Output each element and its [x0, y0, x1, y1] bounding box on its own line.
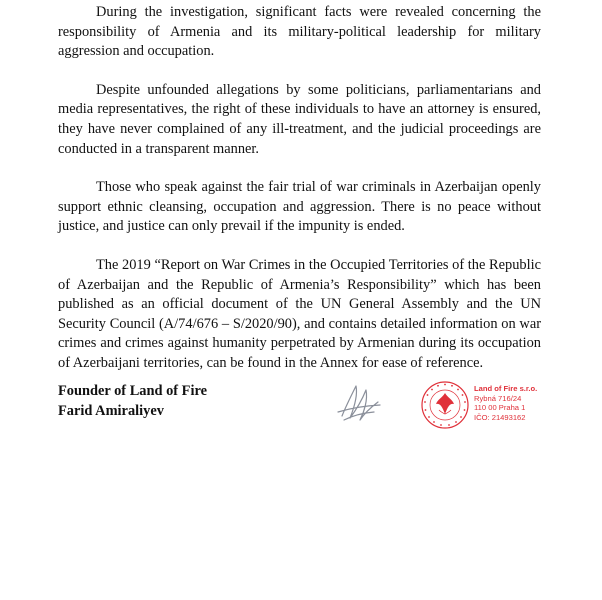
- paragraph-report-reference: The 2019 “Report on War Crimes in the Occupied Territories of the Republic of Azerbaijan and the Republic of Armenia’s Responsibility” which has been published as an official document of the UN General Assembly and the UN Security Council (A/74/676 – S/2020/90), and contains detailed information on war crimes and crimes against humanity perpetrated by Armenian during its occupation of Azerbaijani territories, can be found in the Annex for ease of reference.: [58, 256, 541, 371]
- signature-block: [58, 382, 207, 421]
- signatory-name: Farid Amiraliyev: [58, 402, 164, 419]
- stamp-company-name: Land of Fire s.r.o.: [474, 384, 538, 393]
- stamp-street: Rybná 716/24: [474, 393, 522, 403]
- paragraph-fair-trial: Those who speak against the fair trial of war criminals in Azerbaijan openly support ethnic cleansing, occupation and aggression. There is no peace without justice, and justice can only prevail if the impunity is ended.: [58, 179, 541, 235]
- paragraph-investigation: During the investigation, significant facts were revealed concerning the responsibility of Armenia and its military-political leadership for military aggression and occupation.: [58, 4, 541, 60]
- paragraph-allegations: Despite unfounded allegations by some politicians, parliamentarians and media representatives, the right of these individuals to have an attorney is ensured, they have never complained of any ill-treatment, and the judicial proceedings are conducted in a transparent manner.: [58, 81, 541, 157]
- stamp-seal-icon: [420, 380, 470, 430]
- stamp-city: 110 00 Praha 1: [474, 403, 526, 413]
- signatory-title: Founder of Land of Fire: [58, 383, 207, 399]
- stamp-address: [474, 384, 537, 422]
- stamp-ico: IČO: 21493162: [474, 412, 526, 422]
- document-body: [58, 3, 541, 393]
- handwritten-signature: [334, 382, 384, 424]
- company-stamp: [420, 380, 550, 432]
